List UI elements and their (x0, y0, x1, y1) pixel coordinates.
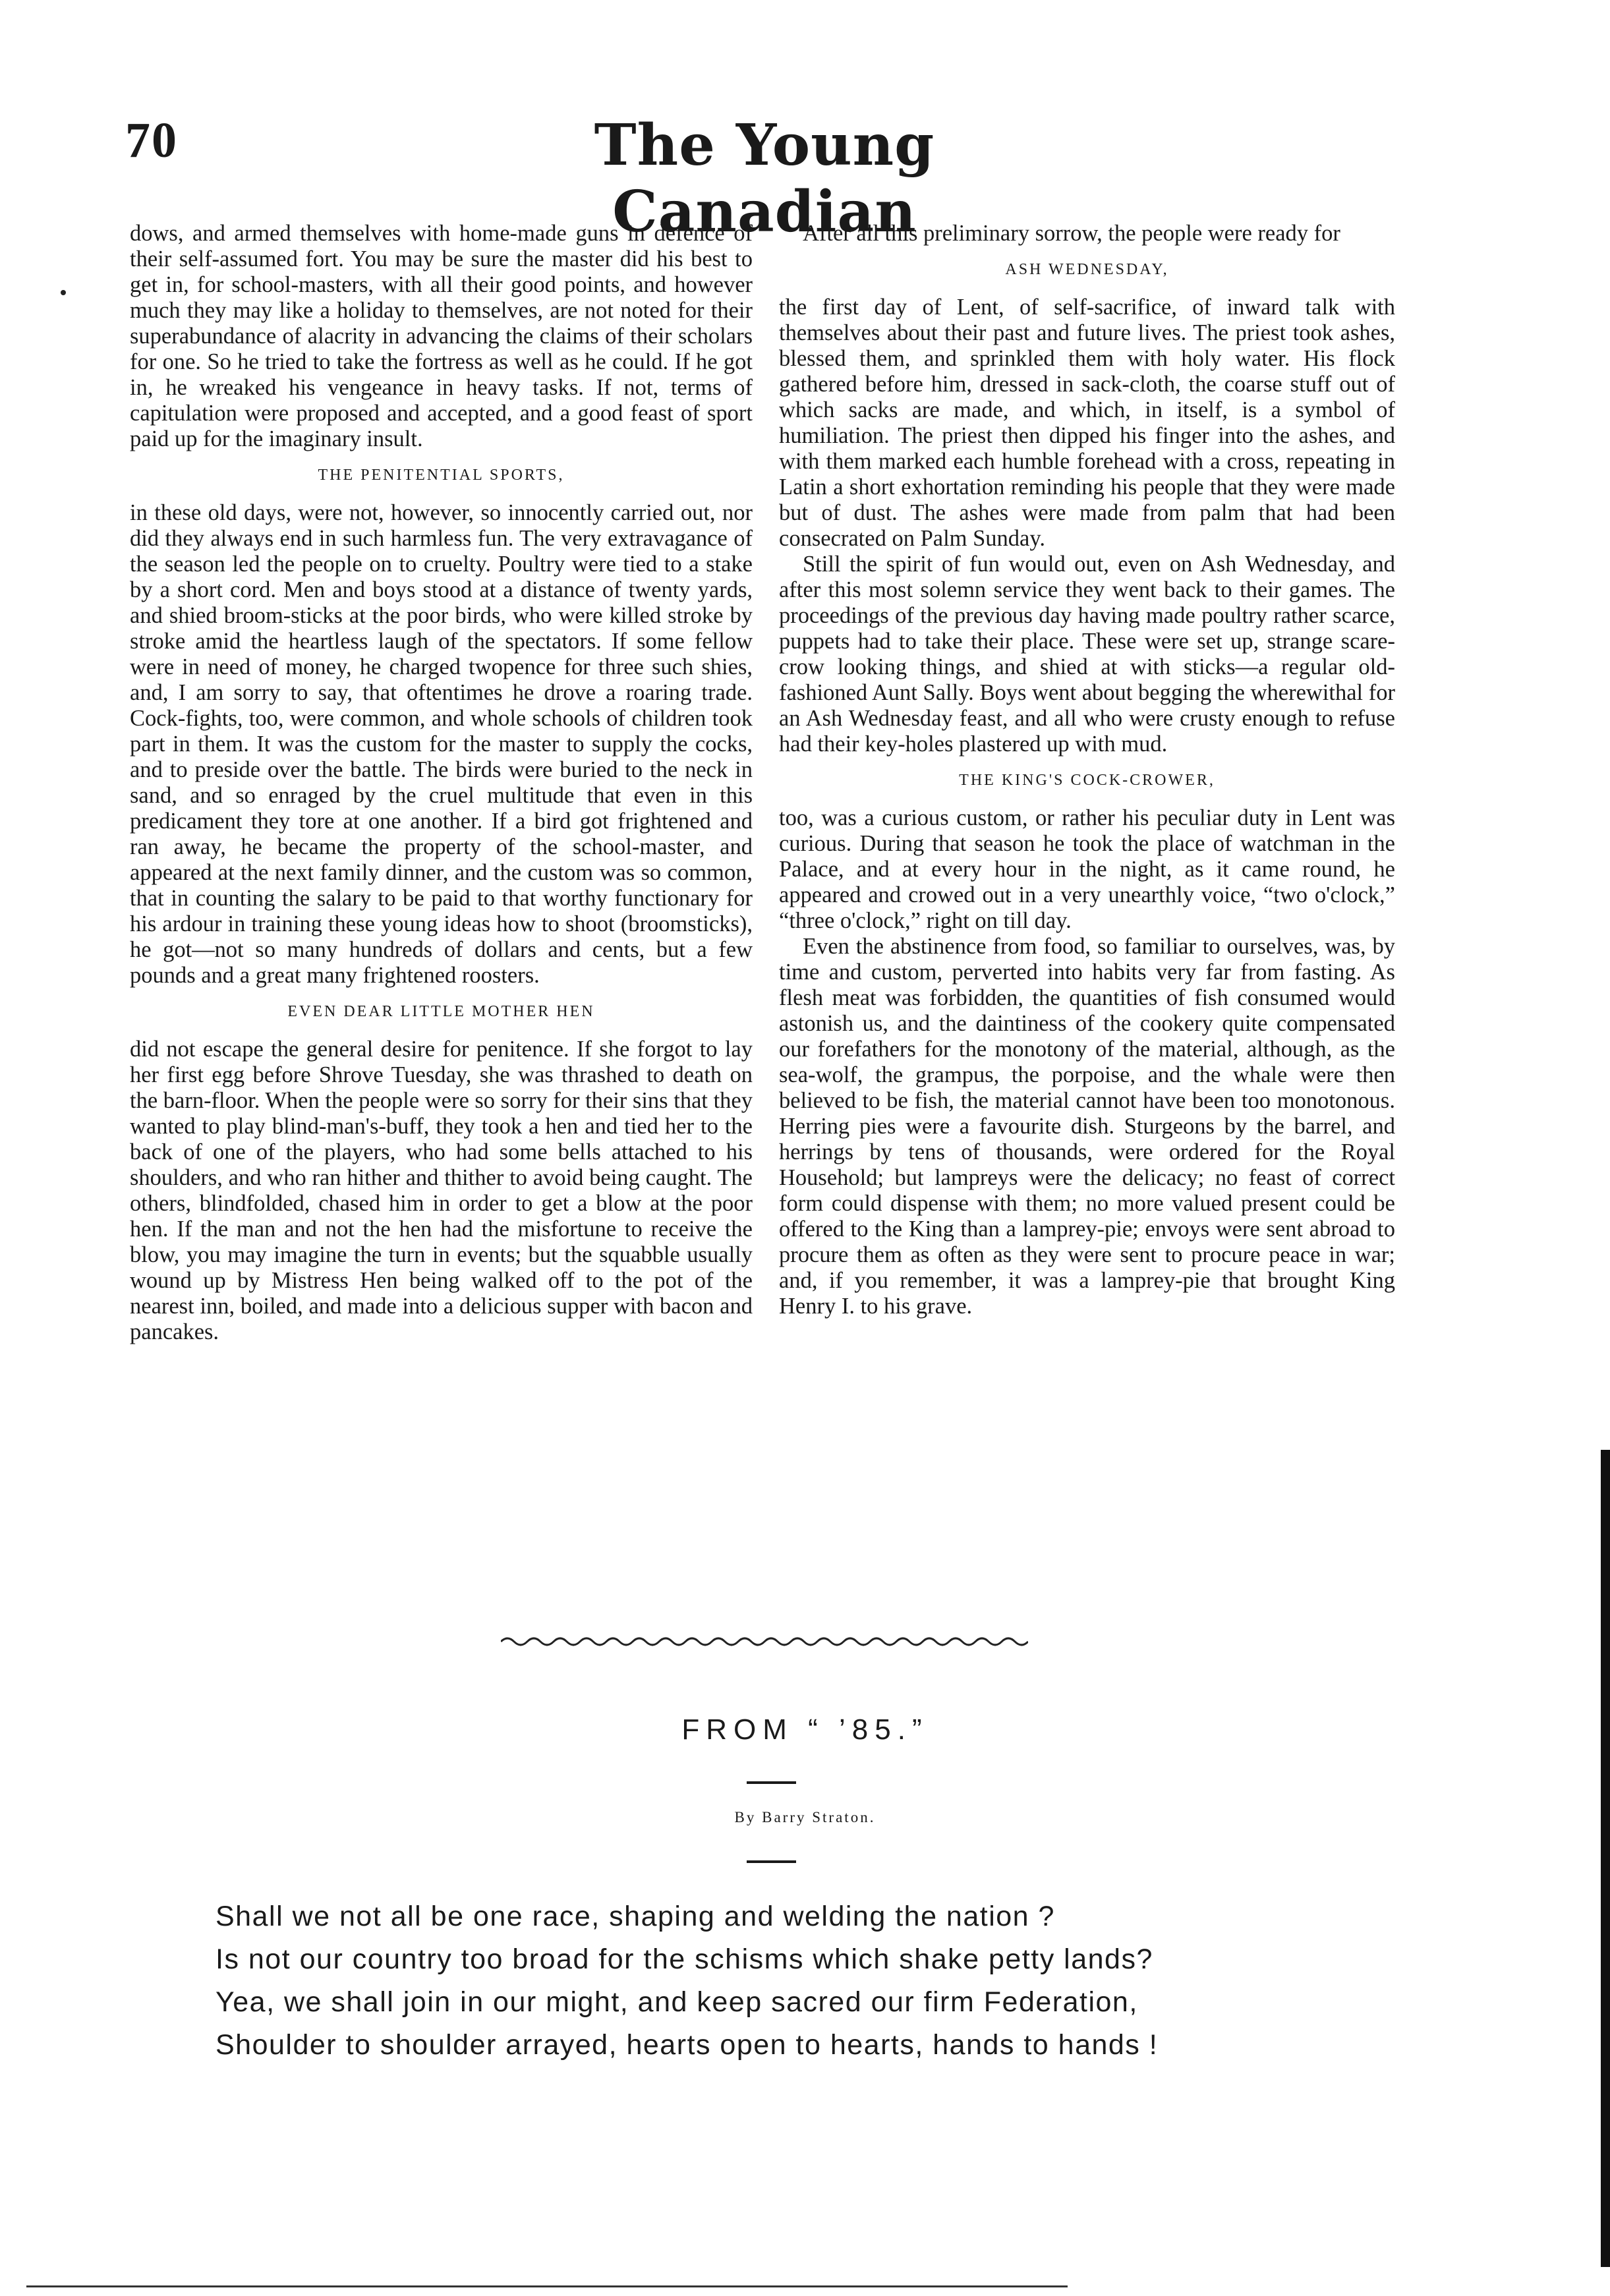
scan-edge-shadow (1601, 1450, 1610, 2267)
section-heading: THE KING'S COCK-CROWER, (959, 772, 1215, 789)
paragraph: in these old days, were not, however, so innocently carried out, nor did they always end in such harmless fun. The very extravagance of the season led the people on to cruelty. Poultry were tied to a stake by a short cord. Men and boys stood at a distance of twenty yards, and shied broom-sticks at the poor birds, who were killed stroke by stroke amid the heartless laugh of the spectators. If some fellow were in need of money, he charged twopence for three such shies, and, I am sorry to say, that oftentimes he drove a roaring trade. Cock-fights, too, were common, and whole schools of children took part in them. It was the custom for the master to supply the cocks, and to preside over the battle. The birds were buried to the neck in sand, and so enraged by the cruel multitude that even in this predicament they tore at one another. If a bird got frightened and ran away, he became the property of the school-master, and appeared at the next family dinner, and the custom was so common, that in counting the salary to be paid to that worthy functionary for his ardour in training these young ideas how to shoot (broomsticks), he got—not so many hundreds of dollars and cents, but a few pounds and a great many frightened roosters. (130, 500, 753, 988)
left-column (130, 221, 753, 1345)
wavy-divider (501, 1632, 1028, 1651)
paragraph: Still the spirit of fun would out, even on Ash Wednesday, and after this most solemn service they went back to their games. The proceedings of the previous day having made poultry rather scarce, puppets had to take their place. These were set up, strange scare-crow looking things, and shied at with sticks—a regular old-fashioned Aunt Sally. Boys went about begging the wherewithal for an Ash Wednesday feast, and all who were crusty enough to refuse had their key-holes plastered up with mud. (779, 552, 1395, 757)
paragraph: the first day of Lent, of self-sacrifice, of inward talk with themselves about their past and future lives. The priest took ashes, blessed them, and sprinkled them with holy water. His flock gathered before him, dressed in sack-cloth, the coarse stuff out of which sacks are made, and which, in itself, is a symbol of humiliation. The priest then dipped his finger into the ashes, and with them marked each humble forehead with a cross, repeating in Latin a short exhortation reminding his people that they were made but of dust. The ashes were made from palm that had been consecrated on Palm Sunday. (779, 295, 1395, 551)
byline-rule (747, 1860, 796, 1863)
title-rule (747, 1781, 796, 1784)
poem-line: Is not our country too broad for the schisms which shake petty lands? (216, 1943, 1153, 1975)
section-heading: ASH WEDNESDAY, (1005, 261, 1169, 278)
right-column (779, 221, 1395, 1319)
poem-byline: By Barry Straton. (734, 1809, 876, 1825)
page-number: 70 (125, 113, 178, 168)
stray-print-mark (61, 290, 66, 295)
paragraph: dows, and armed themselves with home-made guns in defence of their self-assumed fort. You may be sure the master did his best to get in, for school-masters, with all their good points, and however much they may like a holiday to themselves, are not noted for their superabundance of alacrity in advancing the claims of their scholars for one. So he tried to take the fortress as well as he could. If he got in, he wreaked his vengeance in heavy tasks. If not, terms of capitulation were proposed and accepted, and a good feast of sport paid up for the imaginary insult. (130, 221, 753, 451)
masthead-title: The Young Canadian (594, 112, 935, 245)
poem-stanza (216, 1895, 1468, 2067)
page-bottom-rule (26, 2285, 1068, 2287)
section-heading: THE PENITENTIAL SPORTS, (318, 467, 565, 484)
paragraph: After all this preliminary sorrow, the people were ready for (803, 221, 1340, 246)
paragraph: too, was a curious custom, or rather his peculiar duty in Lent was curious. During that season he took the place of watchman in the Palace, and at every hour in the night, as it came round, he appeared and crowed out in a very unearthly voice, “two o'clock,” “three o'clock,” right on till day. (779, 805, 1395, 933)
poem-title: FROM “ ’85.” (681, 1713, 929, 1746)
paragraph: did not escape the general desire for penitence. If she forgot to lay her first egg before Shrove Tuesday, she was thrashed to death on the barn-floor. When the people were so sorry for their sins that they wanted to play blind-man's-buff, they took a hen and tied her to the back of one of the players, who had some bells attached to his shoulders, and who ran hither and thither to avoid being caught. The others, blindfolded, chased him in order to get a blow at the poor hen. If the man and not the hen had the misfortune to receive the blow, you may imagine the turn in events; but the squabble usually wound up by Mistress Hen being walked off to the pot of the nearest inn, boiled, and made into a delicious supper with bacon and pancakes. (130, 1037, 753, 1344)
paragraph: Even the abstinence from food, so familiar to ourselves, was, by time and custom, perverted into habits very far from fasting. As flesh meat was forbidden, the quantities of fish consumed would astonish us, and the daintiness of the cookery quite compensated our forefathers for the monotony of the material, although, as the sea-wolf, the grampus, the porpoise, and the whale were then believed to be fish, the material cannot have been too monotonous. Herring pies were a favourite dish. Sturgeons by the barrel, and herrings by tens of thousands, were ordered for the Royal Household; but lampreys were the delicacy; no feast of correct form could dispense with them; no more valued present could be offered to the King than a lamprey-pie; envoys were sent abroad to procure them as often as they were sent to procure peace in war; and, if you remember, it was a lamprey-pie that brought King Henry I. to his grave. (779, 934, 1395, 1319)
poem-line: Shall we not all be one race, shaping and welding the nation ? (216, 1901, 1055, 1932)
poem-line: Shoulder to shoulder arrayed, hearts open to hearts, hands to hands ! (216, 2029, 1159, 2061)
poem-line: Yea, we shall join in our might, and keep sacred our firm Federation, (216, 1986, 1138, 2018)
section-heading: EVEN DEAR LITTLE MOTHER HEN (287, 1003, 595, 1020)
